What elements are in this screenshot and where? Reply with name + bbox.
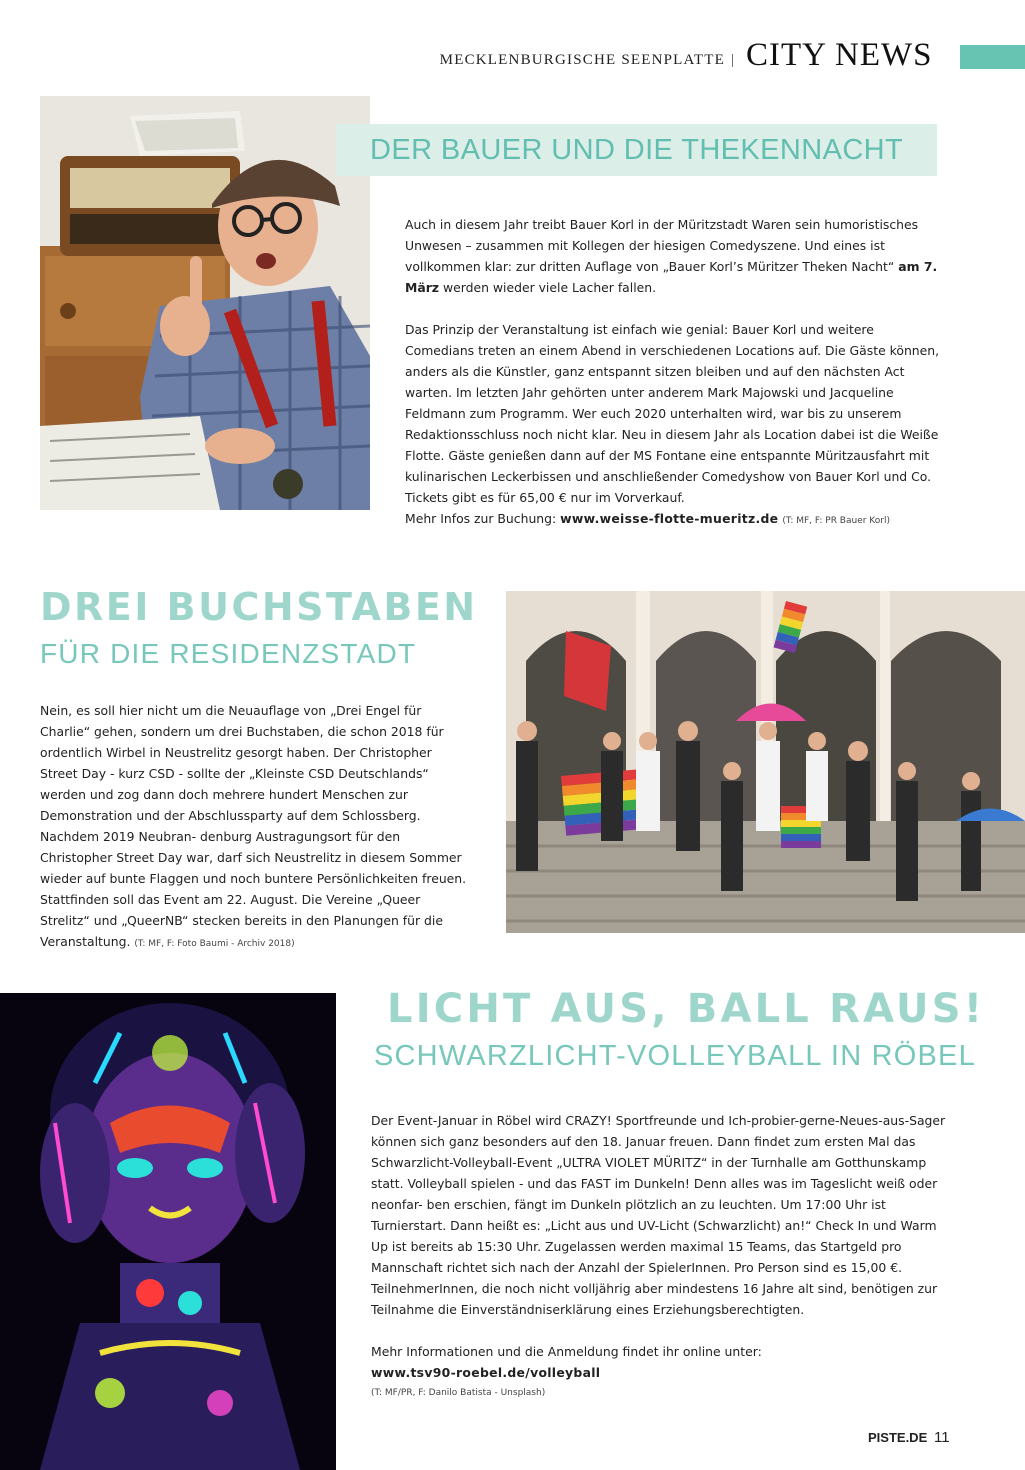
article2-headline: DREI BUCHSTABEN	[40, 585, 478, 629]
bauer-korl-photo	[40, 96, 370, 510]
article2-subheadline: FÜR DIE RESIDENZSTADT	[40, 638, 417, 669]
article2-credit: (T: MF, F: Foto Baumi - Archiv 2018)	[134, 939, 295, 949]
csd-photo	[506, 591, 1025, 933]
article3-more-label: Mehr Informationen und die Anmeldung findet ihr online unter:	[371, 1344, 762, 1359]
article3-credit: (T: MF/PR, F: Danilo Batista - Unsplash)	[371, 1388, 546, 1398]
header-accent-bar	[960, 45, 1025, 69]
article1-date: am 7. März	[405, 259, 938, 295]
article3-link[interactable]: www.tsv90-roebel.de/volleyball	[371, 1365, 601, 1380]
article2-text: Nein, es soll hier nicht um die Neuauflage von „Drei Engel für Charlie“ gehen, sondern um drei Buchstaben, die schon 2018 für ordentlich Wirbel in Neustrelitz gesorgt haben. Der Christopher Street Day - kurz CSD - sollte der „Kleinste CSD Deutschlands“ werden und zog dann doch mehrere hundert Menschen zur Demonstration und der Abschlussparty auf dem Schlossberg. Nachdem 2019 Neubran- denburg Austragungsort für den Christopher Street Day war, darf sich Neustrelitz in diesem Sommer wieder auf bunte Flaggen und noch buntere Persönlichkeiten freuen. Stattfinden soll das Event am 22. August. Die Vereine „Queer Strelitz“ und „QueerNB“ stecken bereits in den Planungen für die Veranstaltung.	[40, 703, 467, 949]
article1-paragraph1	[405, 214, 945, 298]
article1-more-info	[405, 508, 945, 532]
blacklight-photo	[0, 993, 336, 1470]
article1-headline: DER BAUER UND DIE THEKENNACHT	[336, 124, 937, 176]
region-label: MECKLENBURGISCHE SEENPLATTE	[439, 52, 725, 68]
article3-body	[371, 1110, 951, 1404]
article1-link[interactable]: www.weisse-flotte-mueritz.de	[560, 511, 779, 526]
footer-brand: PISTE.DE	[868, 1430, 928, 1445]
article1-p1-text: Auch in diesem Jahr treibt Bauer Korl in der Müritzstadt Waren sein humoristisches Unwesen – zusammen mit Kollegen der hiesigen Comedyszene. Und eines ist vollkommen klar: zur dritten Auflage von „Bauer Korl’s Müritzer Theken Nacht“	[405, 217, 919, 274]
article2-body	[40, 700, 470, 955]
article1-body	[405, 214, 945, 532]
article1-more-label: Mehr Infos zur Buchung:	[405, 511, 557, 526]
page-number: 11	[934, 1429, 950, 1446]
article3-paragraph: Der Event-Januar in Röbel wird CRAZY! Sportfreunde und Ich-probier-gerne-Neues-aus-Sager können sich ganz besonders auf den 18. Januar freuen. Dann findet zum ersten Mal das Schwarzlicht-Volleyball-Event „ULTRA VIOLET MÜRITZ“ in der Turnhalle am Gotthunskamp statt. Volleyball spielen - und das FAST im Dunkeln! Denn alles was im Tageslicht weiß oder neonfar- ben erschien, fängt im Dunkeln plötzlich an zu leuchten. Um 17:00 Uhr ist Turnierstart. Dann heißt es: „Licht aus und UV-Licht (Schwarzlicht) an!“ Check In und Warm Up ist bereits ab 15:30 Uhr. Zugelassen werden maximal 15 Teams, das Startgeld pro Mannschaft richtet sich nach der Anzahl der SpielerInnen. Pro Person sind es 15,00 €. TeilnehmerInnen, die noch nicht volljährig aber mindestens 16 Jahre alt sind, benötigen zur Teilnahme die Einverständniserklärung eines Erziehungsberechtigten.	[371, 1113, 946, 1317]
section-title: CITY NEWS	[746, 37, 933, 73]
article1-paragraph2: Das Prinzip der Veranstaltung ist einfach wie genial: Bauer Korl und weitere Comedians treten an einem Abend in verschiedenen Locations auf. Die Gäste können, anders als die Künstler, ganz entspannt sitzen bleiben und auf den nächsten Act warten. Im letzten Jahr gehörten unter anderem Mark Majowski und Jacqueline Feldmann zum Programm. Wer euch 2020 unterhalten wird, war bis zu unserem Redaktionsschluss noch nicht klar. Neu in diesem Jahr als Location dabei ist die Weiße Flotte. Gäste genießen dann auf der MS Fontane eine entspannte Müritzausfahrt mit kulinarischen Leckerbissen und anschließender Comedyshow von Bauer Korl und Co. Tickets gibt es für 65,00 € nur im Vorverkauf.	[405, 322, 940, 505]
article1-p1-text-end: werden wieder viele Lacher fallen.	[442, 280, 657, 295]
article1-credit: (T: MF, F: PR Bauer Korl)	[782, 516, 890, 526]
article3-headline: LICHT AUS, BALL RAUS!	[387, 986, 986, 1032]
article3-subheadline: SCHWARZLICHT-VOLLEYBALL IN RÖBEL	[374, 1040, 976, 1072]
header-separator: |	[731, 52, 735, 68]
